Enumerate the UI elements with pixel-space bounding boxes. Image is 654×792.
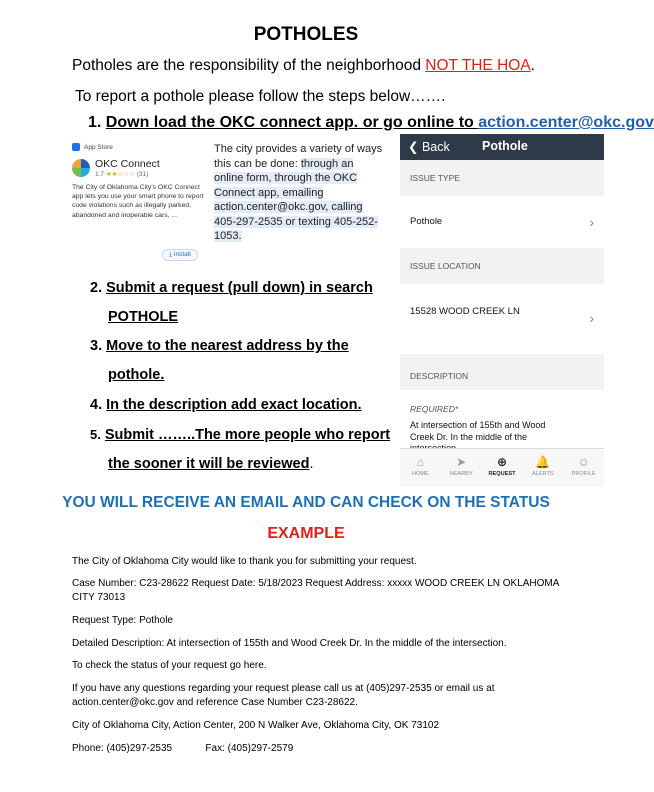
example-heading: EXAMPLE [267,525,345,542]
tab-nearby[interactable] [441,449,482,487]
instructions-line: To report a pothole please follow the steps below……. [75,88,446,105]
email-case-line: Case Number: C23-28622 Request Date: 5/18/2023 Request Address: xxxxx WOOD CREEK LN OKLAHOMA CITY 73013 [72,578,559,603]
tab-label: PROFILE [571,471,596,477]
tab-profile[interactable] [563,449,604,487]
email-detailed-description: Detailed Description: At intersection of 155th and Wood Creek Dr. In the middle of the intersection. [72,638,507,649]
step-1-text: Down load the OKC connect app. or go online to [105,114,479,131]
issue-location-header: ISSUE LOCATION [410,261,481,271]
description-value: At intersection of 155th and Wood Creek Dr. In the middle of the [410,420,546,442]
location-arrow-icon: ➤ [456,455,467,469]
app-store-icon [72,143,80,151]
intro-line [72,57,535,75]
email-address: City of Oklahoma City, Action Center, 200 N Walker Ave, Oklahoma City, OK 73102 [72,720,440,731]
step-4-number: 4. [90,397,103,413]
chevron-right-icon: › [589,214,594,230]
okc-connect-logo-icon [72,159,90,177]
step-5-line2-wrap [108,456,313,472]
rating-count: (31) [136,171,149,178]
rating-value: 1.7 [95,171,105,178]
app-rating [95,170,160,178]
email-request-type: Request Type: Pothole [72,615,173,626]
step-3 [90,338,349,354]
step-2-line2: POTHOLE [108,309,179,325]
app-name: OKC Connect [95,158,160,170]
step-5 [90,427,390,443]
tab-label: ALERTS [531,471,554,477]
tab-label: NEARBY [449,471,473,477]
email-phone-fax: Phone: (405)297-2535 Fax: (405)297-2579 [72,743,294,754]
step-3-line1: Move to the nearest address by the [106,338,349,354]
intro-text: Potholes are the responsibility of the neighborhood [72,57,426,74]
description-header: DESCRIPTION [410,371,469,381]
home-icon: ⌂ [416,455,425,469]
phone-tabbar [400,448,604,487]
intro-end: . [530,57,535,74]
tab-label: HOME [412,471,429,477]
profile-icon: ☺ [577,455,590,469]
phone-screenshot [400,134,604,486]
step-3-line2: pothole. [108,367,165,383]
app-store-card [72,143,204,263]
step-2 [90,280,373,296]
step-1-number: 1. [88,114,102,131]
email-notice: YOU WILL RECEIVE AN EMAIL AND CAN CHECK ON THE STATUS [62,494,550,511]
chevron-right-icon: › [589,310,594,326]
email-thanks: The City of Oklahoma City would like to thank you for submitting your request. [72,556,417,567]
issue-type-value: Pothole [410,216,443,227]
step-2-number: 2. [90,280,103,296]
app-description: The City of Oklahoma City's OKC Connect app lets you use your smart phone to report code violations such as illegally parked, abandoned and inoperable cars, ... [72,184,204,219]
tab-label: REQUEST [488,471,516,477]
step-1 [88,114,654,132]
issue-location-value: 15528 WOOD CREEK LN [410,306,520,317]
issue-location-row[interactable] [400,284,604,354]
back-button[interactable]: ❮ Back [408,140,450,154]
phone-nav-title: Pothole [482,139,528,153]
plus-circle-icon: ⊕ [496,455,508,469]
required-label: REQUIRED* [410,404,459,414]
step-3-number: 3. [90,338,103,354]
issue-type-header: ISSUE TYPE [410,173,460,183]
step-5-line1: Submit ……..The more people who report [104,427,391,443]
ways-lead: The city provides a variety of ways this can be done: [214,143,383,170]
page-title: POTHOLES [253,24,359,45]
not-hoa-highlight: NOT THE HOA [425,57,531,74]
step-4 [90,397,362,413]
step-5-end: . [309,456,314,472]
step-4-line1: In the description add exact location. [106,397,362,413]
step-5-number: 5. [90,427,101,442]
install-button[interactable]: ⤓ Install [162,249,198,261]
bell-icon: 🔔 [535,455,551,469]
step-5-line2: the sooner it will be reviewed [108,456,310,472]
app-title-row [72,158,204,178]
app-store-header [72,143,204,151]
issue-type-row[interactable] [400,196,604,248]
action-center-link[interactable]: action.center@okc.gov [478,114,654,131]
phone-navbar [400,134,604,160]
ways-highlighted: through an online form, through the OKC Connect app, emailing action.center@okc.gov, calling 405-297-2535 or texting 405-252-1053. [214,157,378,242]
tab-home[interactable] [400,449,441,487]
rating-stars-icon: ★★☆☆☆ [105,171,135,178]
tab-request[interactable] [482,449,523,487]
email-questions: If you have any questions regarding your request please call us at (405)297-2535 or email us at action.center@okc.gov and reference Case Number C23-28622. [72,683,495,708]
tab-alerts[interactable] [522,449,563,487]
email-check-status: To check the status of your request go here. [72,660,267,671]
ways-text [214,142,384,244]
app-store-label: App Store [84,143,113,151]
step-2-line1: Submit a request (pull down) in search [106,280,373,296]
